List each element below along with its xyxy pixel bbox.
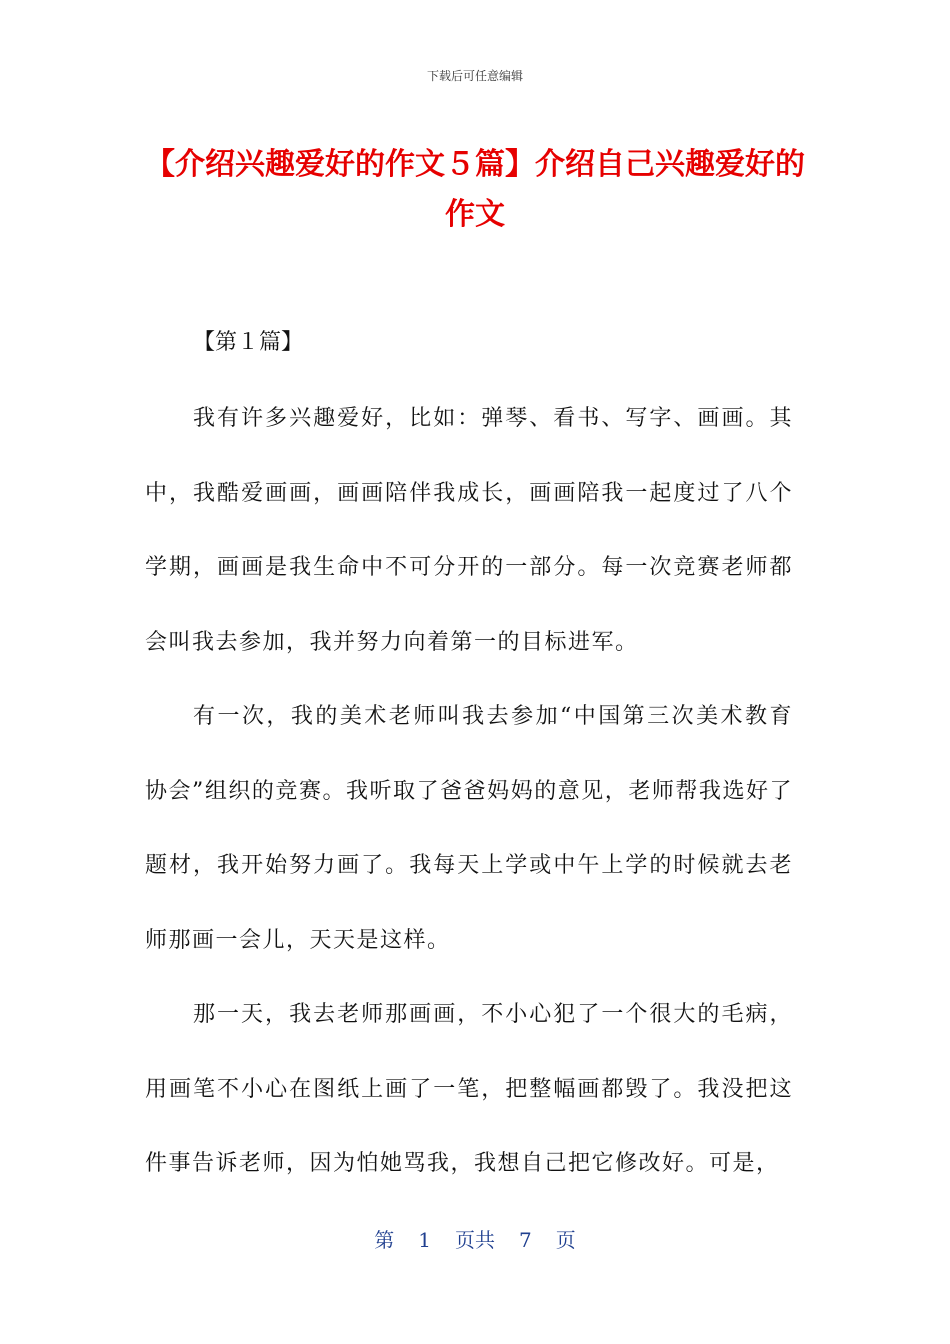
footer-suffix: 页 <box>555 1228 576 1252</box>
paragraph-2: 有一次，我的美术老师叫我去参加“中国第三次美术教育协会”组织的竞赛。我听取了爸爸妈妈的意见，老师帮我选好了题材，我开始努力画了。我每天上学或中午上学的时候就去老师那画一会儿，天天是这样。 <box>145 704 793 953</box>
paragraph-1: 我有许多兴趣爱好，比如：弹琴、看书、写字、画画。其中，我酷爱画画，画画陪伴我成长，画画陪我一起度过了八个学期，画画是我生命中不可分开的一部分。每一次竞赛老师都会叫我去参加，我并努力向着第一的目标进军。 <box>145 406 793 655</box>
footer-total-pages: 7 <box>519 1228 532 1252</box>
document-title: 【介绍兴趣爱好的作文５篇】介绍自己兴趣爱好的作文 <box>145 147 805 232</box>
page-footer <box>0 1224 950 1253</box>
footer-middle: 页共 <box>455 1228 495 1252</box>
footer-current-page: 1 <box>418 1228 431 1252</box>
section-label: 【第１篇】 <box>193 330 304 355</box>
page-header-note: 下载后可任意编辑 <box>426 69 523 83</box>
paragraph-3: 那一天，我去老师那画画，不小心犯了一个很大的毛病，用画笔不小心在图纸上画了一笔，把整幅画都毁了。我没把这件事告诉老师，因为怕她骂我，我想自己把它修改好。可是， <box>145 1002 793 1176</box>
footer-prefix: 第 <box>374 1228 395 1252</box>
